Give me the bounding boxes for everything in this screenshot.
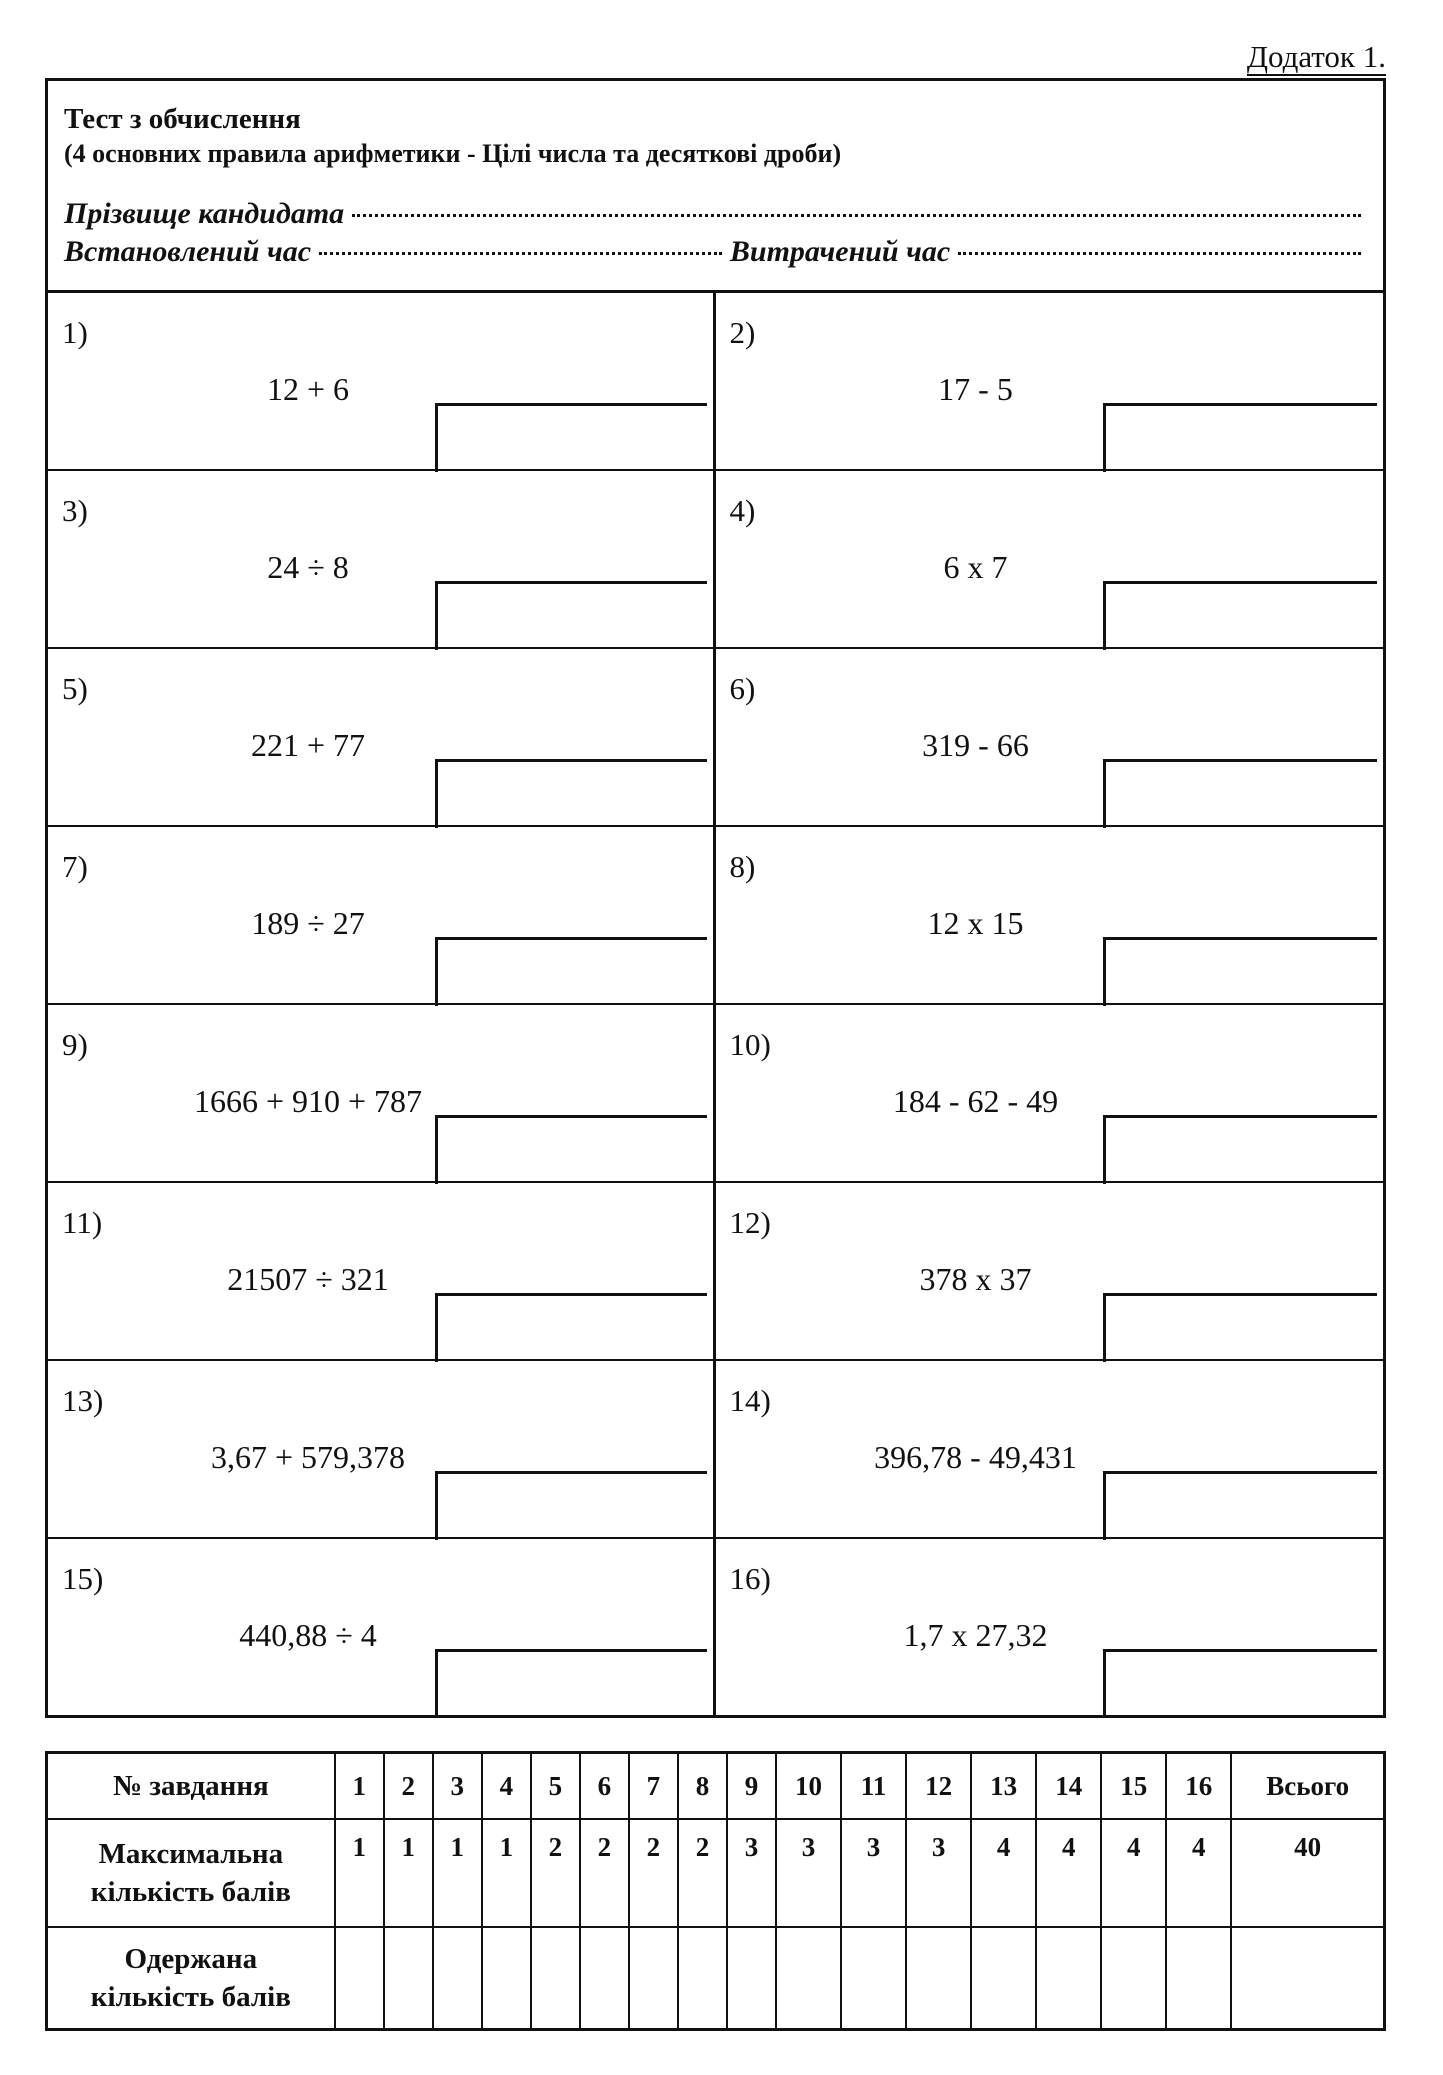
task-cell [48,1539,716,1717]
test-title: Тест з обчислення [64,103,301,135]
answer-box[interactable] [435,1293,707,1362]
task-number-cell: 10 [776,1753,841,1820]
max-points-cell: 1 [335,1819,384,1927]
points-received-cell[interactable] [629,1927,678,2030]
max-points-cell: 3 [906,1819,971,1927]
points-received-cell[interactable] [482,1927,531,2030]
answer-box[interactable] [435,1115,707,1184]
task-number-cell: 13 [971,1753,1036,1820]
answer-box[interactable] [435,1471,707,1540]
max-points-cell: 3 [776,1819,841,1927]
task-cell [716,1005,1384,1183]
task-number-cell: 6 [580,1753,629,1820]
task-number: 15) [62,1561,104,1596]
task-number-cell: 2 [384,1753,433,1820]
task-cell [48,827,716,1005]
task-number-cell: 11 [841,1753,906,1820]
test-subtitle: (4 основних правила арифметики - Цілі числа та десяткові дроби) [64,139,842,168]
points-received-label-line2: кількість балів [90,1981,291,2013]
task-expression: 24 ÷ 8 [267,549,349,585]
total-label: Всього [1231,1753,1384,1820]
task-grid [48,293,1383,1717]
points-received-row [47,1927,1385,2030]
points-received-cell[interactable] [580,1927,629,2030]
answer-box[interactable] [1103,581,1378,650]
task-number: 11) [62,1205,103,1240]
points-received-cell[interactable] [1166,1927,1231,2030]
task-cell [48,1005,716,1183]
task-number-cell: 12 [906,1753,971,1820]
max-points-cell: 4 [971,1819,1036,1927]
task-expression: 378 x 37 [919,1261,1032,1297]
task-cell [48,1361,716,1539]
points-received-cell[interactable] [433,1927,482,2030]
task-number: 3) [62,493,88,528]
points-received-cell[interactable] [678,1927,727,2030]
max-points-cell: 3 [727,1819,776,1927]
points-received-cell[interactable] [1101,1927,1166,2030]
task-number: 8) [729,849,756,884]
candidate-label: Прізвище кандидата [64,197,345,230]
task-expression: 396,78 - 49,431 [874,1439,1077,1475]
task-cell [48,1183,716,1361]
max-points-cell: 2 [678,1819,727,1927]
answer-box[interactable] [1103,1649,1378,1718]
max-points-cell: 1 [384,1819,433,1927]
task-number: 1) [62,315,88,350]
task-number: 12) [729,1205,771,1240]
task-number-cell: 4 [482,1753,531,1820]
task-expression: 189 ÷ 27 [251,905,365,941]
task-expression: 221 + 77 [250,727,366,763]
max-points-label-line1: Максимальна [98,1838,284,1870]
task-number: 5) [62,671,88,706]
answer-box[interactable] [1103,1115,1378,1184]
task-number-cell: 9 [727,1753,776,1820]
task-number: 13) [62,1383,104,1418]
time-spent-label: Витрачений час [729,235,951,268]
task-number: 6) [729,671,756,706]
task-expression: 319 - 66 [922,727,1029,763]
task-expression: 6 x 7 [943,549,1008,585]
task-cell [716,827,1384,1005]
answer-box[interactable] [435,581,707,650]
time-spent-field[interactable] [958,252,1361,255]
task-expression: 17 - 5 [938,371,1013,407]
max-points-label-line2: кількість балів [90,1876,291,1908]
test-sheet [45,78,1386,1718]
task-expression: 440,88 ÷ 4 [239,1617,377,1653]
task-cell [716,649,1384,827]
answer-box[interactable] [1103,1293,1378,1362]
points-received-label-line1: Одержана [124,1943,258,1975]
time-set-field[interactable] [319,252,722,255]
answer-box[interactable] [1103,937,1378,1006]
points-received-cell[interactable] [727,1927,776,2030]
answer-box[interactable] [435,403,707,472]
points-received-cell[interactable] [776,1927,841,2030]
task-cell [716,1361,1384,1539]
task-number-cell: 3 [433,1753,482,1820]
time-row [64,235,1369,269]
points-received-cell[interactable] [531,1927,580,2030]
max-points-cell: 2 [629,1819,678,1927]
answer-box[interactable] [1103,759,1378,828]
max-total-cell: 40 [1231,1819,1384,1927]
candidate-row [64,197,1369,231]
answer-box[interactable] [435,759,707,828]
task-cell [716,1183,1384,1361]
task-expression: 184 - 62 - 49 [892,1083,1059,1119]
task-number-cell: 14 [1036,1753,1101,1820]
task-number-cell: 16 [1166,1753,1231,1820]
max-points-cell: 2 [580,1819,629,1927]
answer-box[interactable] [435,1649,707,1718]
task-number: 10) [729,1027,771,1062]
time-set-label: Встановлений час [64,235,312,268]
task-number: 7) [62,849,88,884]
task-number: 4) [729,493,756,528]
task-cell [48,649,716,827]
test-header [48,81,1383,293]
answer-box[interactable] [1103,403,1378,472]
task-number-cell: 8 [678,1753,727,1820]
task-no-label: № завдання [47,1753,335,1820]
task-number-cell: 15 [1101,1753,1166,1820]
task-number: 2) [729,315,756,350]
task-expression: 1,7 x 27,32 [903,1617,1048,1653]
max-points-cell: 1 [433,1819,482,1927]
max-points-row [47,1819,1385,1927]
points-received-cell[interactable] [384,1927,433,2030]
answer-box[interactable] [1103,1471,1378,1540]
task-number-cell: 7 [629,1753,678,1820]
points-received-cell[interactable] [1036,1927,1101,2030]
task-expression: 12 + 6 [266,371,350,407]
max-points-cell: 4 [1166,1819,1231,1927]
task-expression: 21507 ÷ 321 [227,1261,389,1297]
max-points-cell: 2 [531,1819,580,1927]
task-cell [48,471,716,649]
points-received-cell[interactable] [906,1927,971,2030]
max-points-cell: 3 [841,1819,906,1927]
task-number: 9) [62,1027,88,1062]
points-received-cell[interactable] [971,1927,1036,2030]
task-number: 16) [729,1561,771,1596]
max-points-cell: 4 [1101,1819,1166,1927]
task-cell [716,293,1384,471]
answer-box[interactable] [435,937,707,1006]
task-number-cell: 5 [531,1753,580,1820]
task-number: 14) [729,1383,771,1418]
max-points-label [47,1819,335,1927]
task-cell [716,1539,1384,1717]
task-number-cell: 1 [335,1753,384,1820]
score-table [45,1751,1386,2031]
appendix-label: Додаток 1. [1247,40,1386,76]
candidate-name-field[interactable] [352,214,1361,217]
task-cell [716,471,1384,649]
task-expression: 12 x 15 [927,905,1024,941]
points-received-total-cell[interactable] [1231,1927,1384,2030]
points-received-cell[interactable] [335,1927,384,2030]
task-cell [48,293,716,471]
max-points-cell: 4 [1036,1819,1101,1927]
max-points-cell: 1 [482,1819,531,1927]
task-expression: 1666 + 910 + 787 [193,1083,423,1119]
points-received-cell[interactable] [841,1927,906,2030]
task-number-row [47,1753,1385,1820]
points-received-label [47,1927,335,2030]
task-expression: 3,67 + 579,378 [210,1439,406,1475]
